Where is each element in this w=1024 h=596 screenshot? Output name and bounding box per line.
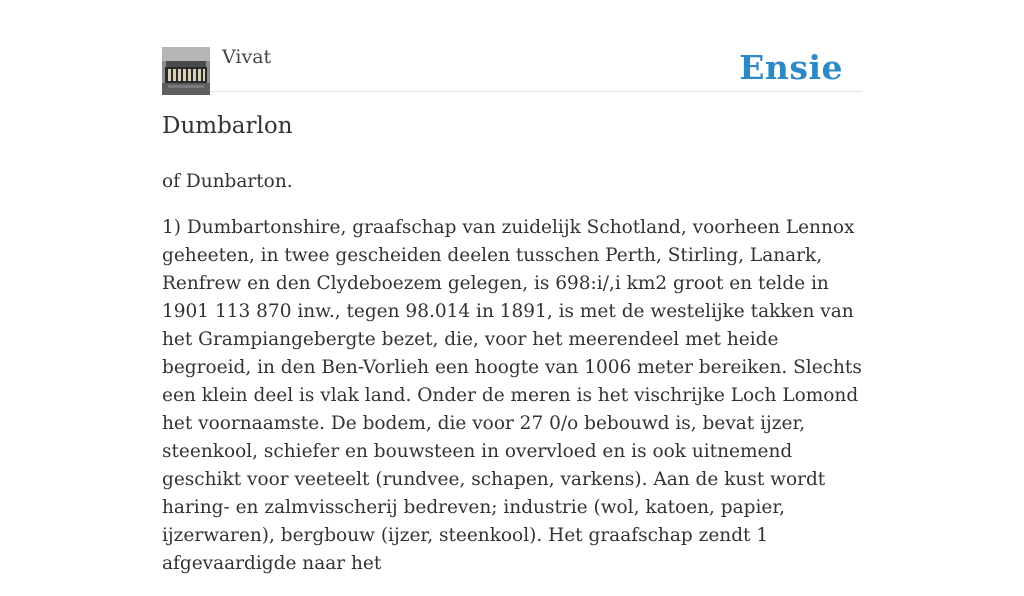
page-title: Dumbarlon — [162, 113, 293, 139]
brand-logo[interactable]: Ensie — [739, 48, 843, 87]
source-name[interactable]: Vivat — [222, 46, 272, 68]
article-paragraph: 1) Dumbartonshire, graafschap van zuidelijk Schotland, voorheen Lennox geheeten, in twee gescheiden deelen tusschen Perth, Stirling, Lanark, Renfrew en den Clydeboezem gelegen, is 698:i/,i km2 groot en telde in 1901 113 870 inw., tegen 98.014 in 1891, is met de westelijke takken van het Grampiangebergte bezet, die, voor het meerendeel met heide begroeid, in den Ben-Vorlieh een hoogte van 1006 meter bereiken. Slechts een klein deel is vlak land. Onder de meren is het vischrijke Loch Lomond het voornaamste. De bodem, die voor 27 0/o bebouwd is, bevat ijzer, steenkool, schiefer en bouwsteen in overvloed en is ook uitnemend geschikt voor veeteelt (rundvee, schapen, varkens). Aan de kust wordt haring- en zalmvisscherij bedreven; industrie (wol, katoen, papier, ijzerwaren), bergbouw (ijzer, steenkool). Het graafschap zendt 1 afgevaardigde naar het — [162, 217, 862, 574]
article-paragraph: of Dunbarton. — [162, 171, 293, 192]
header — [162, 44, 862, 92]
article-body — [162, 168, 862, 596]
typewriter-avatar-icon[interactable] — [162, 47, 210, 95]
